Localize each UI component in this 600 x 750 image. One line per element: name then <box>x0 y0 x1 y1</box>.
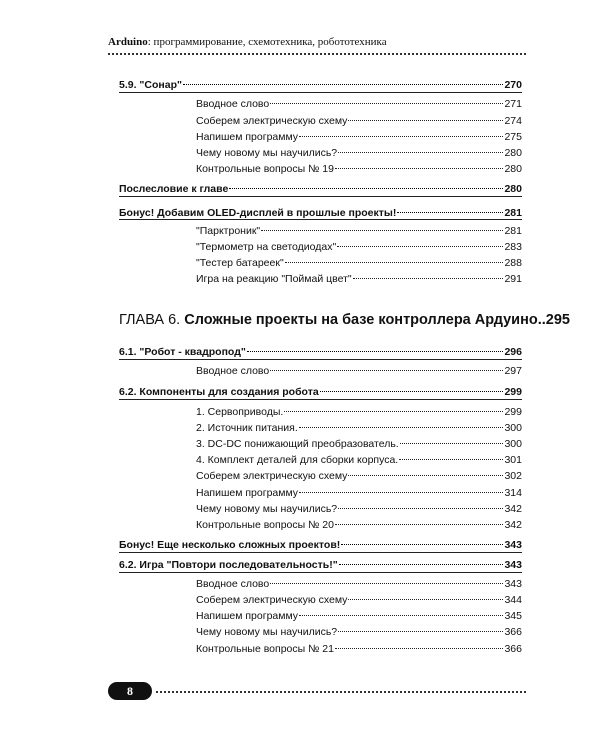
section-divider <box>119 196 522 197</box>
dot-leader <box>353 278 504 279</box>
toc-entry-title: 2. Источник питания. <box>196 422 298 434</box>
toc-entry-page: 300 <box>504 422 522 434</box>
chapter-title: Сложные проекты на базе контроллера Ардуино <box>184 312 538 328</box>
toc-entry-title: Вводное слово <box>196 365 270 377</box>
dot-leader <box>285 262 504 263</box>
toc-entry-title: Игра на реакцию "Поймай цвет" <box>196 273 352 285</box>
section-divider <box>119 552 522 553</box>
toc-entry-page: 281 <box>504 207 522 219</box>
toc-entry-page: 302 <box>504 470 522 482</box>
dot-leader <box>338 152 503 153</box>
dot-leader <box>299 427 504 428</box>
dot-leader <box>339 564 504 565</box>
toc-entry-page: 297 <box>504 365 522 377</box>
toc-entry-page: 280 <box>504 163 522 175</box>
running-header <box>108 36 387 48</box>
toc-entry-intro[interactable] <box>196 98 522 110</box>
dot-leader <box>229 188 503 189</box>
dot-leader <box>338 508 503 509</box>
section-divider <box>119 399 522 400</box>
toc-entry-title: 6.2. Игра "Повтори последовательность!" <box>119 559 338 571</box>
toc-entry-title: Контрольные вопросы № 20 <box>196 519 334 531</box>
section-divider <box>119 359 522 360</box>
dot-leader <box>270 103 503 104</box>
section-divider <box>119 92 522 93</box>
dot-leader <box>270 370 503 371</box>
toc-entry-page: 299 <box>504 406 522 418</box>
dot-leader <box>337 246 503 247</box>
toc-entry-page: 275 <box>504 131 522 143</box>
toc-entry-page: 296 <box>504 346 522 358</box>
toc-entry-title: Вводное слово <box>196 98 270 110</box>
header-dotted-rule <box>108 53 526 55</box>
toc-entry-battery-tester[interactable] <box>196 257 522 269</box>
dot-leader <box>399 459 503 460</box>
toc-entry-questions[interactable] <box>196 643 522 655</box>
toc-entry-page: 291 <box>504 273 522 285</box>
toc-entry-title: Чему новому мы научились? <box>196 147 338 159</box>
toc-entry-questions[interactable] <box>196 163 522 175</box>
dot-leader <box>335 524 504 525</box>
dot-leader <box>348 120 503 121</box>
toc-entry-quadropod[interactable] <box>119 346 522 358</box>
chapter-page: 295 <box>545 312 570 328</box>
toc-entry-page: 314 <box>504 487 522 499</box>
toc-entry-learned[interactable] <box>196 503 522 515</box>
toc-entry-title: Послесловие к главе <box>119 183 229 195</box>
dot-leader <box>261 230 503 231</box>
toc-entry-page: 299 <box>504 386 522 398</box>
section-divider <box>119 219 522 220</box>
header-subtitle: : программирование, схемотехника, робототехника <box>147 36 387 48</box>
toc-entry-thermometer[interactable] <box>196 241 522 253</box>
toc-entry-program[interactable] <box>196 610 522 622</box>
toc-entry-intro[interactable] <box>196 365 522 377</box>
dot-leader <box>270 583 503 584</box>
dot-leader <box>348 475 503 476</box>
toc-entry-learned[interactable] <box>196 147 522 159</box>
toc-entry-page: 274 <box>504 115 522 127</box>
dot-leader <box>183 84 503 85</box>
toc-entry-title: Чему новому мы научились? <box>196 626 338 638</box>
toc-entry-dc-dc[interactable] <box>196 438 522 450</box>
toc-entry-title: 4. Комплект деталей для сборки корпуса. <box>196 454 399 466</box>
dot-leader <box>247 351 504 352</box>
dot-leader <box>397 212 503 213</box>
toc-entry-title: "Термометр на светодиодах" <box>196 241 337 253</box>
toc-entry-page: 283 <box>504 241 522 253</box>
toc-entry-title: Контрольные вопросы № 19 <box>196 163 334 175</box>
toc-entry-afterword[interactable] <box>119 183 522 195</box>
toc-entry-page: 342 <box>504 503 522 515</box>
toc-entry-learned[interactable] <box>196 626 522 638</box>
toc-entry-title: Контрольные вопросы № 21 <box>196 643 334 655</box>
toc-entry-page: 343 <box>504 559 522 571</box>
toc-entry-title: Вводное слово <box>196 578 270 590</box>
footer-dotted-rule <box>156 691 526 693</box>
toc-entry-page: 300 <box>504 438 522 450</box>
toc-entry-title: 6.2. Компоненты для создания робота <box>119 386 319 398</box>
toc-entry-title: 1. Сервоприводы. <box>196 406 284 418</box>
toc-entry-page: 288 <box>504 257 522 269</box>
toc-entry-page: 366 <box>504 626 522 638</box>
toc-entry-servos[interactable] <box>196 406 522 418</box>
toc-entry-title: Соберем электрическую схему <box>196 470 348 482</box>
toc-entry-circuit[interactable] <box>196 594 522 606</box>
dot-leader <box>400 443 504 444</box>
toc-entry-repeat-game[interactable] <box>119 559 522 571</box>
toc-entry-bonus-projects[interactable] <box>119 539 522 551</box>
toc-entry-circuit[interactable] <box>196 470 522 482</box>
toc-entry-title: Бонус! Добавим OLED-дисплей в прошлые проекты! <box>119 207 397 219</box>
dot-leader <box>335 168 504 169</box>
header-book-title: Arduino <box>108 36 148 48</box>
toc-entry-intro[interactable] <box>196 578 522 590</box>
toc-entry-title: 5.9. "Сонар" <box>119 79 182 91</box>
toc-entry-page: 344 <box>504 594 522 606</box>
toc-entry-title: 3. DC-DC понижающий преобразователь. <box>196 438 399 450</box>
toc-entry-page: 343 <box>504 539 522 551</box>
toc-entry-circuit[interactable] <box>196 115 522 127</box>
toc-entry-page: 270 <box>504 79 522 91</box>
dot-leader <box>299 615 503 616</box>
toc-entry-case-kit[interactable] <box>196 454 522 466</box>
toc-entry-program[interactable] <box>196 487 522 499</box>
toc-entry-page: 366 <box>504 643 522 655</box>
toc-entry-title: Бонус! Еще несколько сложных проектов! <box>119 539 341 551</box>
dot-leader <box>284 411 503 412</box>
toc-entry-page: 345 <box>504 610 522 622</box>
toc-entry-page: 271 <box>504 98 522 110</box>
toc-entry-page: 343 <box>504 578 522 590</box>
toc-entry-parktronic[interactable] <box>196 225 522 237</box>
toc-entry-program[interactable] <box>196 131 522 143</box>
dot-leader <box>348 599 503 600</box>
toc-entry-page: 280 <box>504 183 522 195</box>
toc-entry-bonus-oled[interactable] <box>119 207 522 219</box>
toc-entry-title: Напишем программу <box>196 131 299 143</box>
dot-leader <box>341 544 503 545</box>
toc-entry-page: 281 <box>504 225 522 237</box>
dot-leader <box>338 631 503 632</box>
toc-entry-page: 301 <box>504 454 522 466</box>
toc-entry-title: Напишем программу <box>196 610 299 622</box>
toc-entry-catch-color[interactable] <box>196 273 522 285</box>
toc-entry-title: Чему новому мы научились? <box>196 503 338 515</box>
toc-entry-title: 6.1. "Робот - квадропод" <box>119 346 246 358</box>
toc-entry-page: 342 <box>504 519 522 531</box>
toc-entry-robot-components[interactable] <box>119 386 522 398</box>
toc-entry-title: "Парктроник" <box>196 225 261 237</box>
toc-entry-power-source[interactable] <box>196 422 522 434</box>
toc-entry-page: 280 <box>504 147 522 159</box>
page-number-badge: 8 <box>108 682 152 700</box>
toc-entry-title: "Тестер батареек" <box>196 257 284 269</box>
toc-entry-questions[interactable] <box>196 519 522 531</box>
toc-entry-title: Соберем электрическую схему <box>196 115 348 127</box>
section-divider <box>119 572 522 573</box>
toc-entry-sonar[interactable] <box>119 79 522 91</box>
toc-entry-title: Соберем электрическую схему <box>196 594 348 606</box>
dot-leader <box>299 492 503 493</box>
toc-entry-title: Напишем программу <box>196 487 299 499</box>
chapter-dots: .. <box>537 312 546 328</box>
chapter-heading[interactable] <box>119 312 570 328</box>
dot-leader <box>320 391 504 392</box>
dot-leader <box>299 136 503 137</box>
dot-leader <box>335 648 504 649</box>
chapter-number: ГЛАВА 6. <box>119 312 181 328</box>
